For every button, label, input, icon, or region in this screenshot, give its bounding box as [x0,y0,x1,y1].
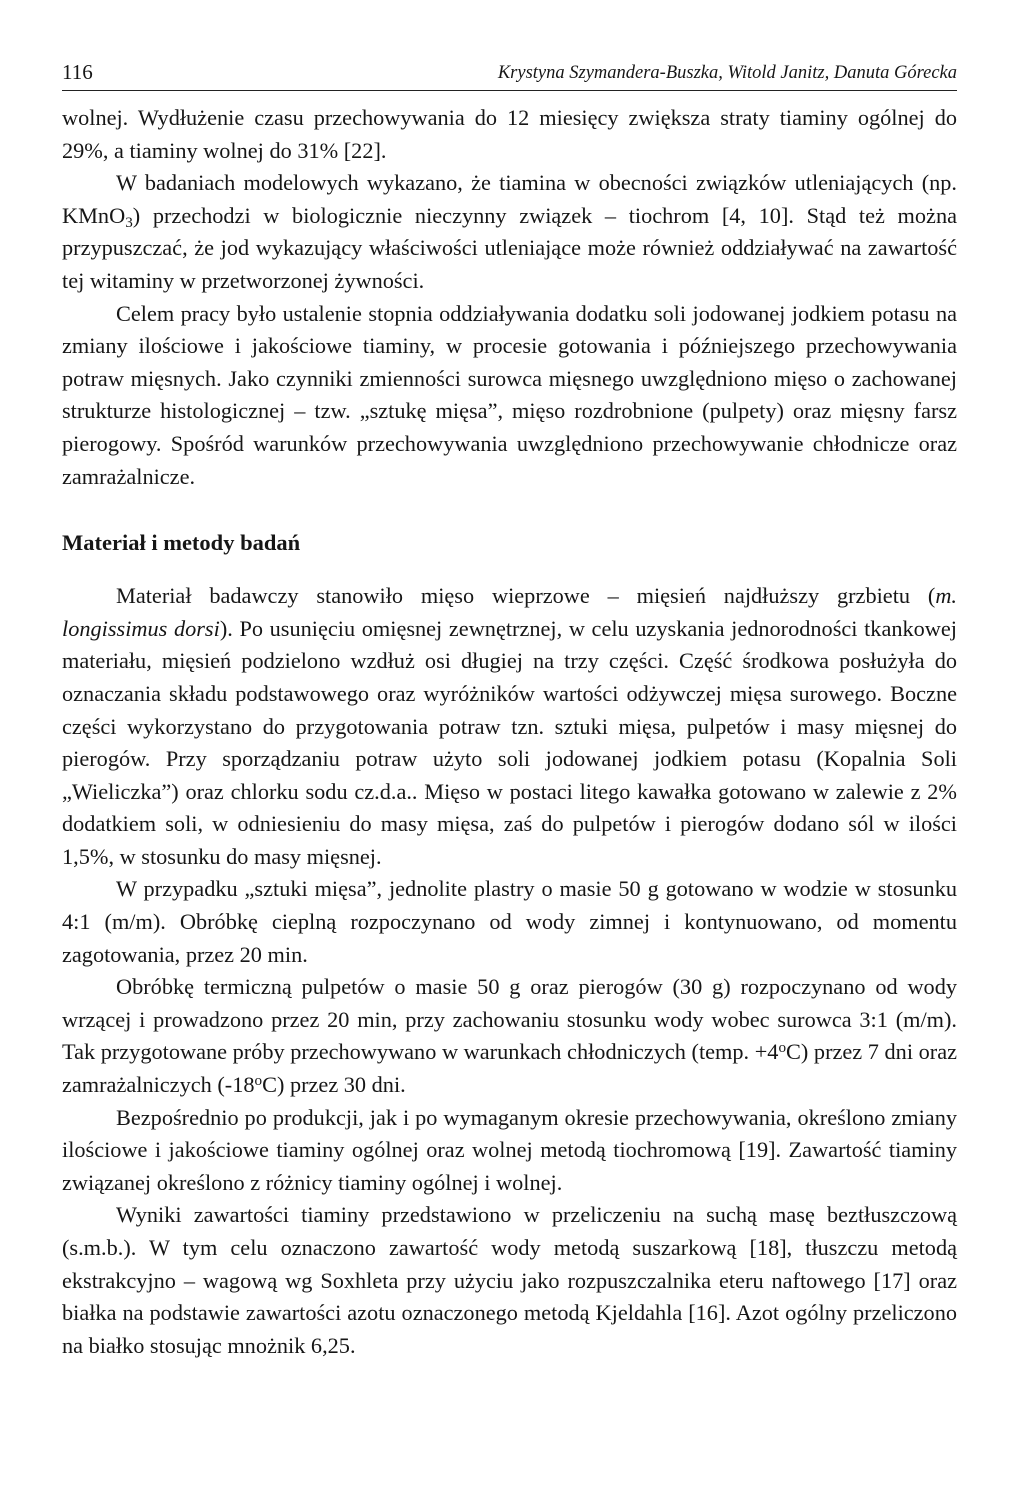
paragraph-text: W badaniach modelowych wykazano, że tiamina w obecności związków utleniających (np. KMnO [62,170,957,228]
paragraph-text: Materiał badawczy stanowiło mięso wieprzowe – mięsień najdłuższy grzbietu ( [116,583,936,609]
paragraph-text: Obróbkę termiczną pulpetów o masie 50 g oraz pierogów (30 g) rozpoczynano od wody wrzącej i prowadzono przez 20 min, przy zachowaniu stosunku wody wobec surowca 3:1 (m/m). Tak przygotowane próby przechowywano w warunkach chłodniczych (temp. +4 [62,974,957,1065]
paragraph-text: ). Po usunięciu omięsnej zewnętrznej, w celu uzyskania jednorodności tkankowej materiału, mięsień podzielono wzdłuż osi długiej na trzy części. Część środkowa posłużyła do oznaczania składu podstawowego oraz wyróżników wartości odżywczej mięsa surowego. Boczne części wykorzystano do przygotowania potraw tzn. sztuki mięsa, pulpetów i masy mięsnej do pierogów. Przy sporządzaniu potraw użyto soli jodowanej jodkiem potasu (Kopalnia Soli „Wieliczka”) oraz chlorku sodu cz.d.a.. Mięso w postaci litego kawałka gotowano w zalewie z 2% dodatkiem soli, w odniesieniu do masy mięsa, zaś do pulpetów i pierogów dodano sól w ilości 1,5%, w stosunku do masy mięsnej. [62,615,957,869]
degree-superscript: o [778,1039,787,1057]
paragraph-thermal-treatment [62,971,957,1101]
degree-superscript: o [254,1072,263,1090]
paragraph-aim: Celem pracy było ustalenie stopnia oddziaływania dodatku soli jodowanej jodkiem potasu na zmiany ilościowe i jakościowe tiaminy, w procesie gotowania i późniejszego przechowywania potraw mięsnych. Jako czynniki zmienności surowca mięsnego uwzględniono mięso o zachowanej strukturze histologicznej – tzw. „sztukę mięsa”, mięso rozdrobnione (pulpety) oraz mięsny farsz pierogowy. Spośród warunków przechowywania uwzględniono przechowywanie chłodnicze oraz zamrażalnicze. [62,300,957,489]
paragraph-text: C) przez 30 dni. [262,1072,406,1098]
subscript: 3 [125,213,133,231]
paragraph-continuation: wolnej. Wydłużenie czasu przechowywania do 12 miesięcy zwiększa straty tiaminy ogólnej do 29%, a tiaminy wolnej do 31% [22]. [62,105,957,163]
paragraph-model-studies [62,167,957,297]
paragraph-text: C) przez 7 dni oraz zamrażalniczych (-18 [62,1039,957,1098]
page-number: 116 [62,60,93,84]
paragraph-material [62,580,957,873]
header-authors: Krystyna Szymandera-Buszka, Witold Janitz, Danuta Górecka [497,63,957,83]
page [62,58,957,1362]
paragraph-text: ) przechodzi w biologicznie nieczynny związek – tiochrom [4, 10]. Stąd też można przypuszczać, że jod wykazujący właściwości utleniające może również oddziaływać na zawartość tej witaminy w przetworzonej żywności. [62,202,957,293]
paragraph-sztuka-miesa: W przypadku „sztuki mięsa”, jednolite plastry o masie 50 g gotowano w wodzie w stosunku 4:1 (m/m). Obróbkę cieplną rozpoczynano od wody zimnej i kontynuowano, od momentu zagotowania, przez 20 min. [62,876,957,967]
body-text [62,102,957,1362]
paragraph-measurements: Bezpośrednio po produkcji, jak i po wymaganym okresie przechowywania, określono zmiany ilościowe i jakościowe tiaminy ogólnej oraz wolnej metodą tiochromową [19]. Zawartość tiaminy związanej określono z różnicy tiaminy ogólnej i wolnej. [62,1104,957,1195]
running-header [62,58,957,91]
section-heading: Materiał i metody badań [62,530,301,556]
paragraph-results-basis: Wyniki zawartości tiaminy przedstawiono w przeliczeniu na suchą masę beztłuszczową (s.m.b.). W tym celu oznaczono zawartość wody metodą suszarkową [18], tłuszczu metodą ekstrakcyjno – wagową wg Soxhleta przy użyciu jako rozpuszczalnika eteru naftowego [17] oraz białka na podstawie zawartości azotu oznaczonego metodą Kjeldahla [16]. Azot ogólny przeliczono na białko stosując mnożnik 6,25. [62,1202,957,1358]
latin-name: m. longissimus dorsi [62,583,957,641]
